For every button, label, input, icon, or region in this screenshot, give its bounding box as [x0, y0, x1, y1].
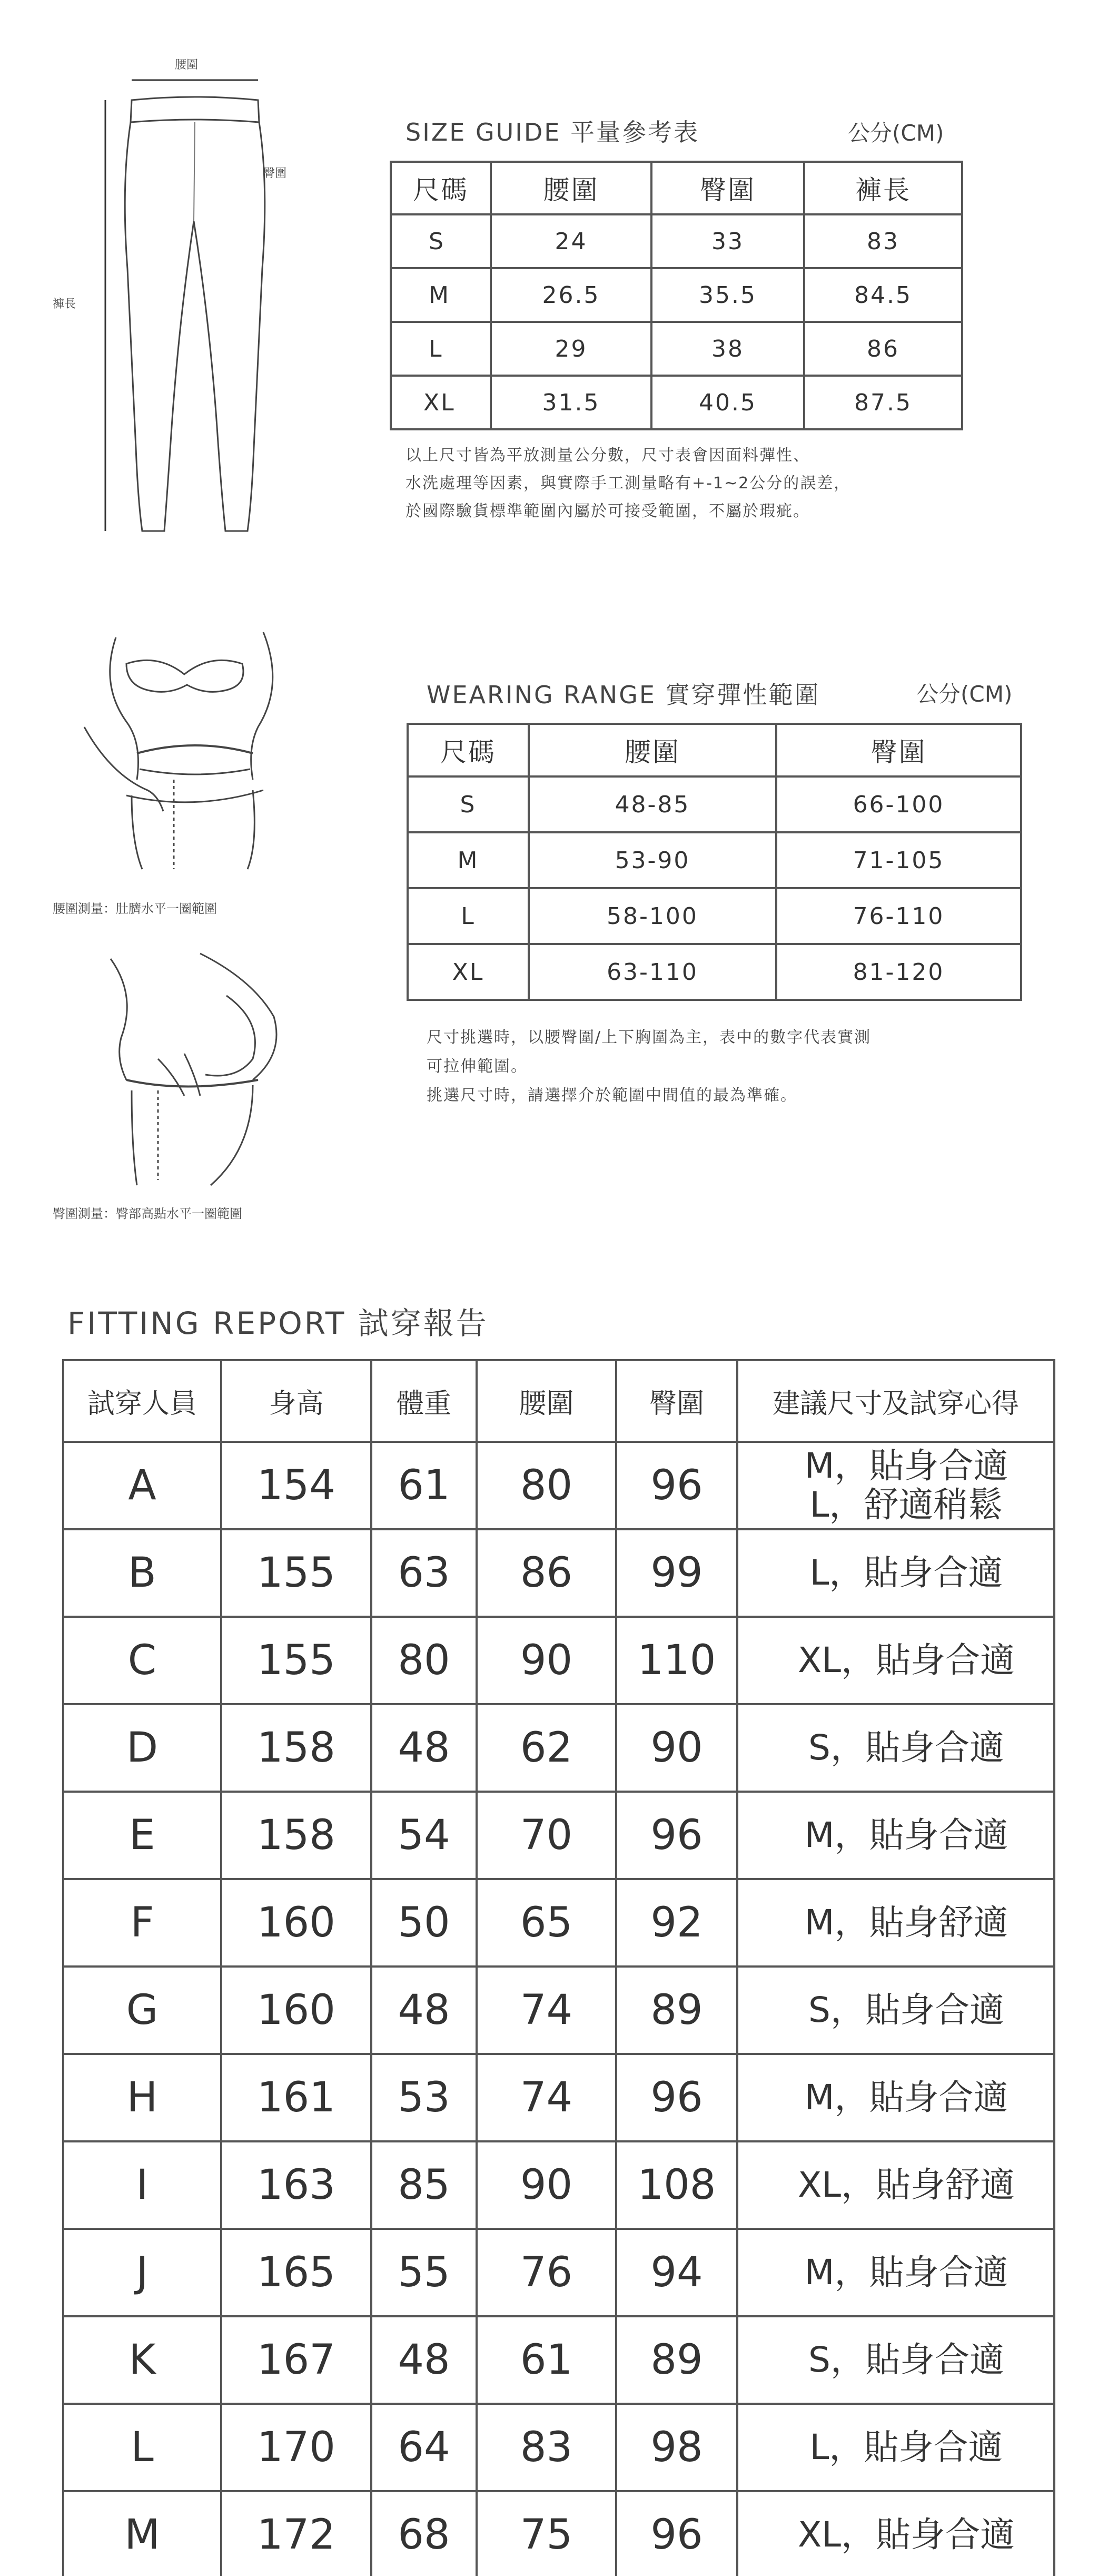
leggings-diagram: [47, 47, 332, 553]
table-row: [63, 2491, 1054, 2576]
cell-hip: 99: [616, 1529, 737, 1617]
recommendation-line: M，貼身合適: [804, 2077, 1008, 2118]
cell-waist-range: 63-110: [529, 944, 776, 1000]
diagram-length-label: 褲長: [53, 298, 76, 311]
cell-recommendation: [737, 1879, 1054, 1967]
recommendation-line: M，貼身合適: [804, 1815, 1008, 1855]
wearing-range-unit: 公分(CM): [916, 681, 1013, 707]
cell-hip: 35.5: [651, 268, 804, 322]
cell-tester: F: [63, 1879, 221, 1967]
table-row: [408, 832, 1021, 888]
cell-waist: 76: [477, 2229, 616, 2316]
recommendation-line: L，貼身合適: [809, 1552, 1003, 1593]
size-guide-title: SIZE GUIDE 平量參考表: [405, 118, 699, 146]
recommendation-line: S，貼身合適: [808, 1727, 1004, 1768]
cell-weight: 80: [371, 1617, 477, 1704]
cell-recommendation: [737, 1967, 1054, 2054]
note-line: 於國際驗貨標準範圍內屬於可接受範圍，不屬於瑕疵。: [405, 502, 810, 520]
table-row: [63, 1792, 1054, 1879]
cell-hip: 38: [651, 322, 804, 376]
table-row: [63, 2229, 1054, 2316]
cell-waist: 86: [477, 1529, 616, 1617]
cell-waist: 65: [477, 1879, 616, 1967]
cell-height: 154: [221, 1442, 371, 1529]
cell-hip-range: 76-110: [776, 888, 1021, 944]
cell-size: L: [408, 888, 529, 944]
cell-length: 86: [804, 322, 962, 376]
cell-tester: K: [63, 2316, 221, 2404]
table-row: [391, 214, 962, 268]
table-row: [63, 1442, 1054, 1529]
table-row: [63, 1529, 1054, 1617]
cell-weight: 54: [371, 1792, 477, 1879]
wearing-range-header-row: [408, 724, 1021, 776]
cell-waist-range: 58-100: [529, 888, 776, 944]
hip-measure-illustration: [53, 948, 348, 1233]
cell-waist: 90: [477, 1617, 616, 1704]
cell-recommendation: [737, 1529, 1054, 1617]
cell-length: 83: [804, 214, 962, 268]
cell-hip: 98: [616, 2404, 737, 2491]
leggings-icon: [47, 47, 332, 553]
hip-measure-caption: 臀圍測量：臀部高點水平一圈範圍: [53, 1206, 242, 1221]
cell-recommendation: [737, 1792, 1054, 1879]
cell-height: 155: [221, 1617, 371, 1704]
cell-weight: 50: [371, 1879, 477, 1967]
cell-weight: 48: [371, 2316, 477, 2404]
note-line: 挑選尺寸時，請選擇介於範圍中間值的最為準確。: [427, 1086, 797, 1105]
cell-tester: M: [63, 2491, 221, 2576]
recommendation-line: M，貼身合適: [804, 2252, 1008, 2293]
cell-weight: 53: [371, 2054, 477, 2141]
header-height: 身高: [221, 1360, 371, 1442]
wearing-range-notes: [427, 1023, 1059, 1110]
cell-waist: 80: [477, 1442, 616, 1529]
cell-size: XL: [391, 376, 491, 429]
cell-hip: 96: [616, 2491, 737, 2576]
cell-weight: 68: [371, 2491, 477, 2576]
cell-tester: D: [63, 1704, 221, 1792]
table-row: [63, 2141, 1054, 2229]
table-row: [63, 2404, 1054, 2491]
table-row: [391, 376, 962, 429]
cell-hip: 33: [651, 214, 804, 268]
size-guide-header-row: [391, 162, 962, 214]
recommendation-line: L，舒適稍鬆: [809, 1484, 1003, 1525]
table-row: [63, 1967, 1054, 2054]
cell-length: 87.5: [804, 376, 962, 429]
cell-size: S: [391, 214, 491, 268]
cell-height: 155: [221, 1529, 371, 1617]
cell-height: 172: [221, 2491, 371, 2576]
diagram-waist-label: 腰圍: [175, 58, 199, 72]
recommendation-line: S，貼身合適: [808, 1990, 1004, 2030]
cell-waist: 74: [477, 2054, 616, 2141]
header-waist: 腰圍: [477, 1360, 616, 1442]
cell-hip: 89: [616, 1967, 737, 2054]
note-line: 水洗處理等因素，與實際手工測量略有+-1~2公分的誤差，: [405, 474, 851, 493]
header-recommendation: 建議尺寸及試穿心得: [737, 1360, 1054, 1442]
cell-height: 160: [221, 1967, 371, 2054]
cell-weight: 63: [371, 1529, 477, 1617]
cell-waist: 26.5: [491, 268, 651, 322]
table-row: [408, 888, 1021, 944]
recommendation-line: XL，貼身合適: [798, 2514, 1015, 2555]
header-weight: 體重: [371, 1360, 477, 1442]
cell-waist: 74: [477, 1967, 616, 2054]
cell-tester: J: [63, 2229, 221, 2316]
cell-waist: 62: [477, 1704, 616, 1792]
hip-measure-icon: [53, 948, 348, 1191]
cell-recommendation: [737, 2054, 1054, 2141]
cell-weight: 48: [371, 1967, 477, 2054]
cell-hip-range: 66-100: [776, 776, 1021, 832]
size-guide-table: [390, 161, 963, 430]
cell-waist: 90: [477, 2141, 616, 2229]
cell-waist: 75: [477, 2491, 616, 2576]
cell-tester: A: [63, 1442, 221, 1529]
recommendation-line: M，貼身合適: [804, 1446, 1008, 1486]
table-row: [63, 1879, 1054, 1967]
cell-size: XL: [408, 944, 529, 1000]
cell-recommendation: [737, 1442, 1054, 1529]
cell-recommendation: [737, 1704, 1054, 1792]
cell-hip: 96: [616, 1792, 737, 1879]
recommendation-line: S，貼身合適: [808, 2339, 1004, 2380]
cell-weight: 48: [371, 1704, 477, 1792]
cell-size: M: [391, 268, 491, 322]
cell-hip: 108: [616, 2141, 737, 2229]
cell-height: 158: [221, 1704, 371, 1792]
cell-height: 170: [221, 2404, 371, 2491]
cell-recommendation: [737, 2491, 1054, 2576]
cell-height: 167: [221, 2316, 371, 2404]
cell-height: 158: [221, 1792, 371, 1879]
header-tester: 試穿人員: [63, 1360, 221, 1442]
table-row: [63, 2054, 1054, 2141]
cell-tester: H: [63, 2054, 221, 2141]
cell-weight: 55: [371, 2229, 477, 2316]
header-waist: 腰圍: [529, 724, 776, 776]
recommendation-line: M，貼身舒適: [804, 1902, 1008, 1943]
cell-hip: 40.5: [651, 376, 804, 429]
wearing-range-title: WEARING RANGE 實穿彈性範圍: [427, 681, 820, 709]
cell-tester: E: [63, 1792, 221, 1879]
waist-measure-illustration: [53, 622, 337, 927]
waist-measure-caption: 腰圍測量：肚臍水平一圈範圍: [53, 901, 217, 916]
recommendation-line: XL，貼身舒適: [798, 2165, 1015, 2205]
cell-waist: 31.5: [491, 376, 651, 429]
header-size: 尺碼: [391, 162, 491, 214]
note-line: 尺寸挑選時，以腰臀圍/上下胸圍為主，表中的數字代表實測: [427, 1028, 872, 1047]
header-hip: 臀圍: [616, 1360, 737, 1442]
cell-hip-range: 71-105: [776, 832, 1021, 888]
wearing-range-table: [407, 723, 1022, 1001]
note-line: 以上尺寸皆為平放測量公分數，尺寸表會因面料彈性、: [405, 446, 810, 465]
cell-height: 163: [221, 2141, 371, 2229]
header-size: 尺碼: [408, 724, 529, 776]
table-row: [408, 944, 1021, 1000]
cell-hip-range: 81-120: [776, 944, 1021, 1000]
cell-recommendation: [737, 2404, 1054, 2491]
cell-tester: C: [63, 1617, 221, 1704]
cell-hip: 90: [616, 1704, 737, 1792]
recommendation-line: L，貼身合適: [809, 2427, 1003, 2467]
cell-tester: I: [63, 2141, 221, 2229]
table-row: [391, 268, 962, 322]
cell-hip: 96: [616, 1442, 737, 1529]
cell-waist-range: 48-85: [529, 776, 776, 832]
cell-tester: G: [63, 1967, 221, 2054]
header-length: 褲長: [804, 162, 962, 214]
table-row: [408, 776, 1021, 832]
cell-tester: L: [63, 2404, 221, 2491]
cell-waist: 70: [477, 1792, 616, 1879]
note-line: 可拉伸範圍。: [427, 1057, 528, 1076]
waist-measure-icon: [53, 622, 337, 874]
size-guide-unit: 公分(CM): [848, 120, 944, 146]
cell-recommendation: [737, 2229, 1054, 2316]
cell-size: S: [408, 776, 529, 832]
recommendation-line: XL，貼身合適: [798, 1640, 1015, 1680]
diagram-hip-label: 臀圍: [263, 167, 287, 180]
cell-weight: 64: [371, 2404, 477, 2491]
table-row: [63, 2316, 1054, 2404]
table-row: [63, 1617, 1054, 1704]
cell-recommendation: [737, 2141, 1054, 2229]
cell-recommendation: [737, 1617, 1054, 1704]
cell-waist: 24: [491, 214, 651, 268]
cell-hip: 92: [616, 1879, 737, 1967]
cell-recommendation: [737, 2316, 1054, 2404]
cell-hip: 89: [616, 2316, 737, 2404]
cell-size: L: [391, 322, 491, 376]
cell-waist-range: 53-90: [529, 832, 776, 888]
fitting-report-title: FITTING REPORT 試穿報告: [67, 1305, 489, 1341]
header-hip: 臀圍: [776, 724, 1021, 776]
cell-hip: 96: [616, 2054, 737, 2141]
cell-waist: 61: [477, 2316, 616, 2404]
cell-weight: 61: [371, 1442, 477, 1529]
fitting-report-table: [62, 1359, 1055, 2576]
cell-waist: 83: [477, 2404, 616, 2491]
cell-height: 161: [221, 2054, 371, 2141]
header-waist: 腰圍: [491, 162, 651, 214]
table-row: [391, 322, 962, 376]
cell-tester: B: [63, 1529, 221, 1617]
fitting-report-header-row: [63, 1360, 1054, 1442]
cell-hip: 94: [616, 2229, 737, 2316]
size-guide-notes: [405, 441, 1037, 525]
cell-size: M: [408, 832, 529, 888]
cell-waist: 29: [491, 322, 651, 376]
cell-height: 160: [221, 1879, 371, 1967]
cell-length: 84.5: [804, 268, 962, 322]
cell-height: 165: [221, 2229, 371, 2316]
cell-hip: 110: [616, 1617, 737, 1704]
cell-weight: 85: [371, 2141, 477, 2229]
table-row: [63, 1704, 1054, 1792]
header-hip: 臀圍: [651, 162, 804, 214]
